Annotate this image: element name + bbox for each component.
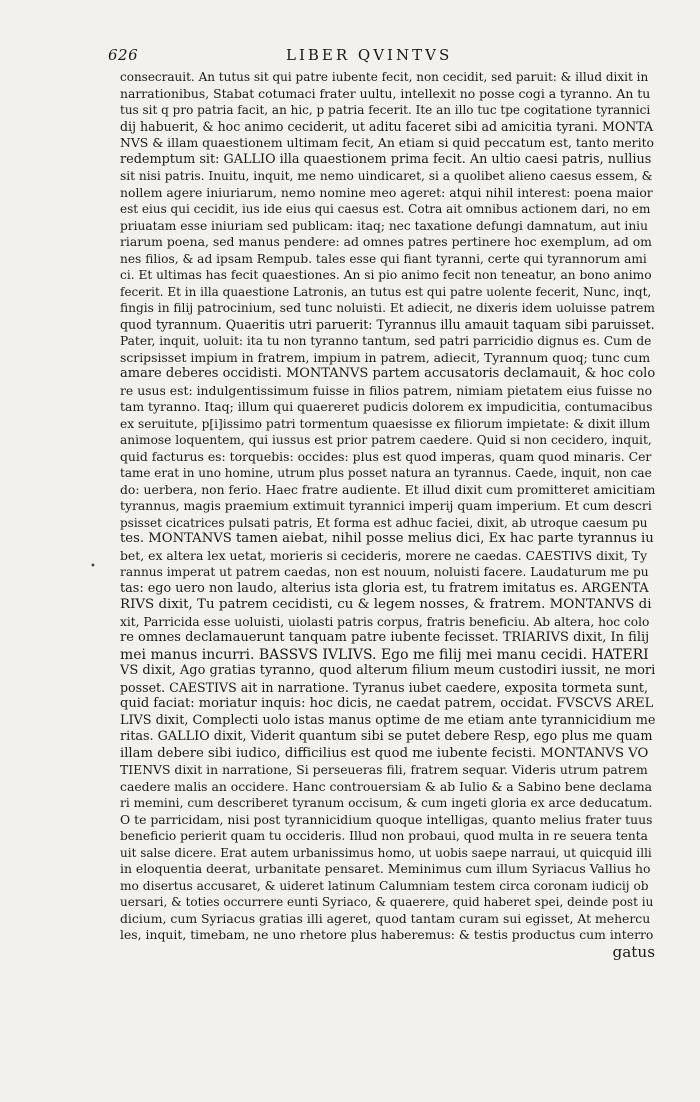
text-line: illam debere sibi iudico, difficilius est quod me iubente fecisti. MONTANVS VO xyxy=(120,745,649,761)
text-line: re omnes declamauerunt tanquam patre iubente fecisset. TRIARIVS dixit, In filij xyxy=(120,630,650,645)
text-line: O te parricidam, nisi post tyrannicidium quoque intelligas, quanto melius frater tuus xyxy=(120,811,653,827)
text-line: fecerit. Et in illa quaestione Latronis, an tutus est qui patre uolente fecerit, Nunc, inqt, xyxy=(120,284,652,299)
text-line: Pater, inquit, uoluit: ita tu non tyranno tantum, sed patri parricidio dignus es. Cum de xyxy=(120,334,652,348)
text-line: dij habuerit, & hoc animo ceciderit, ut aditu faceret sibi ad amicitia tyrani. MONTA xyxy=(120,118,654,134)
text-line: animose loquentem, qui iussus est prior patrem caedere. Quid si non cecidero, inquit, xyxy=(120,433,652,447)
text-line: tes. MONTANVS tamen aiebat, nihil posse melius dici, Ex hac parte tyrannus iu xyxy=(120,531,654,546)
text-line: nes filios, & ad ipsam Rempub. tales esse qui fiant tyranni, certe qui tyrannorum ami xyxy=(120,251,647,266)
text-line: quod tyrannum. Quaeritis utri paruerit: Tyrannus illu amauit taquam sibi paruisset. xyxy=(120,316,655,332)
text-line: uit salse dicere. Erat autem urbanissimus homo, ut uobis saepe narraui, ut quicquid illi xyxy=(120,845,652,860)
text-line: TIENVS dixit in narratione, Si perseueras fili, fratrem sequar. Videris utrum patrem xyxy=(120,762,648,777)
text-line: LIVS dixit, Complecti uolo istas manus optime de me etiam ante tyrannicidium me xyxy=(120,712,655,728)
text-line: amare deberes occidisti. MONTANVS partem accusatoris declamauit, & hoc colo xyxy=(120,366,655,381)
text-line: ci. Et ultimas has fecit quaestiones. An si pio animo fecit non teneatur, an bono animo xyxy=(120,268,652,282)
text-line: ri memini, cum describeret tyranum occisum, & cum ingeti gloria ex arce deducatum. xyxy=(120,796,653,810)
text-line: fingis in filij patrocinium, sed tunc noluisti. Et adiecit, ne dixeris idem uoluisse patrem xyxy=(120,301,655,315)
text-line: consecrauit. An tutus sit qui patre iubente fecit, non cecidit, sed paruit: & illud dixit in xyxy=(120,70,649,84)
text-line: caedere malis an occidere. Hanc controuersiam & ab Iulio & a Sabino bene declama xyxy=(120,778,652,794)
text-line: riarum poena, sed manus pendere: ad omnes patres pertinere hoc exemplum, ad om xyxy=(120,234,652,249)
margin-mark: • xyxy=(90,561,96,572)
text-line: tas: ego uero non laudo, alterius ista gloria est, tu fratrem imitatus es. ARGENTA xyxy=(120,580,649,596)
text-line: tyrannus, magis praemium extimuit tyrannici imperij quam imperium. Et cum descri xyxy=(120,498,652,513)
text-line: do: uerbera, non ferio. Haec fratre audiente. Et illud dixit cum promitteret amicitiam xyxy=(120,481,655,497)
text-line: scripsisset impium in fratrem, impium in patrem, adiecit, Tyrannum quoq; tunc cum xyxy=(120,349,651,365)
text-line: posset. CAESTIVS ait in narratione. Tyranus iubet caedere, exposita tormeta sunt, xyxy=(120,679,648,695)
text-line: VS dixit, Ago gratias tyranno, quod alterum filium meum custodiri iussit, ne mori xyxy=(120,663,655,678)
running-head: LIBER QVINTVS xyxy=(286,46,453,64)
text-line: est eius qui cecidit, ius ide eius qui caesus est. Cotra ait omnibus actionem dari, no em xyxy=(120,202,651,216)
text-line: tam tyranno. Itaq; illum qui quaereret pudicis dolorem ex impudicitia, contumacibus xyxy=(120,399,653,414)
text-line: quid facturus es: torquebis: occides: plus est quod imperas, quam quod minaris. Cer xyxy=(120,448,652,464)
text-line: redemptum sit: GALLIO illa quaestionem prima fecit. An ultio caesi patris, nullius xyxy=(120,151,652,167)
text-line: RIVS dixit, Tu patrem cecidisti, cu & legem nosses, & fratrem. MONTANVS di xyxy=(120,597,652,612)
text-line: bet, ex altera lex uetat, morieris si cecideris, morere ne caedas. CAESTIVS dixit, Ty xyxy=(120,547,648,563)
text-line: nollem agere iniuriarum, nemo nomine meo ageret: atqui nihil interest: poena maior xyxy=(120,184,653,200)
text-line: tame erat in uno homine, utrum plus posset natura an tyrannus. Caede, inquit, non cae xyxy=(120,466,652,480)
text-line: sit nisi patris. Inuitu, inquit, me nemo uindicaret, si a quolibet alieno caesus essem, & xyxy=(120,169,653,183)
text-line: tus sit q pro patria facit, an hic, p patria fecerit. Ite an illo tuc tpe cogitatione tyrannici xyxy=(120,103,651,117)
text-line: re usus est: indulgentissimum fuisse in filios patrem, nimiam pietatem eius fuisse no xyxy=(120,382,653,398)
text-line: ritas. GALLIO dixit, Viderit quantum sibi se putet debere Resp, ego plus me quam xyxy=(120,729,653,744)
text-line: xit, Parricida esse uoluisti, uiolasti patris corpus, fratris beneficiu. Ab altera, hoc colo xyxy=(120,614,650,629)
text-line: gatus xyxy=(612,943,655,960)
text-line: rannus imperat ut patrem caedas, non est nouum, noluisti facere. Laudaturum me pu xyxy=(120,565,649,579)
text-line: narrationibus, Stabat cotumaci frater uultu, intellexit no posse cogi a tyranno. An tu xyxy=(120,85,651,101)
text-line: mo disertus accusaret, & uideret latinum Calumniam testem circa coronam iudicij ob xyxy=(120,878,649,893)
text-line: psisset cicatrices pulsati patris, Et forma est adhuc faciei, dixit, ab utroque caesum pu xyxy=(120,515,648,530)
text-line: mei manus incurri. BASSVS IVLIVS. Ego me filij mei manu cecidi. HATERI xyxy=(120,646,649,663)
text-line: quid faciat: moriatur inquis: hoc dicis, ne caedat patrem, occidat. FVSCVS AREL xyxy=(120,696,654,711)
page-header xyxy=(108,40,628,68)
text-line: in eloquentia deerat, urbanitate pensaret. Meminimus cum illum Syriacus Vallius ho xyxy=(120,861,651,876)
text-line: beneficio perierit quam tu occideris. Illud non probaui, quod multa in re seuera tenta xyxy=(120,829,648,843)
page-number: 626 xyxy=(108,46,139,64)
body-text xyxy=(120,69,655,960)
text-line: dicium, cum Syriacus gratias illi ageret, quod tantam curam sui egisset, At mehercu xyxy=(120,910,651,926)
text-line: les, inquit, timebam, ne uno rhetore plus haberemus: & testis productus cum interro xyxy=(120,927,654,942)
text-line: priuatam esse iniuriam sed publicam: itaq; nec taxatione defungi damnatum, aut iniu xyxy=(120,218,648,233)
text-line: NVS & illam quaestionem ultimam fecit, An etiam si quid peccatum est, tanto merito xyxy=(120,135,655,150)
text-line: ex seruitute, p[i]issimo patri tormentum quaesisse ex filiorum impietate: & dixit illum xyxy=(120,416,651,431)
text-line: uersari, & toties occurrere eunti Syriaco, & quaerere, quid haberet spei, deinde post iu xyxy=(120,895,654,909)
